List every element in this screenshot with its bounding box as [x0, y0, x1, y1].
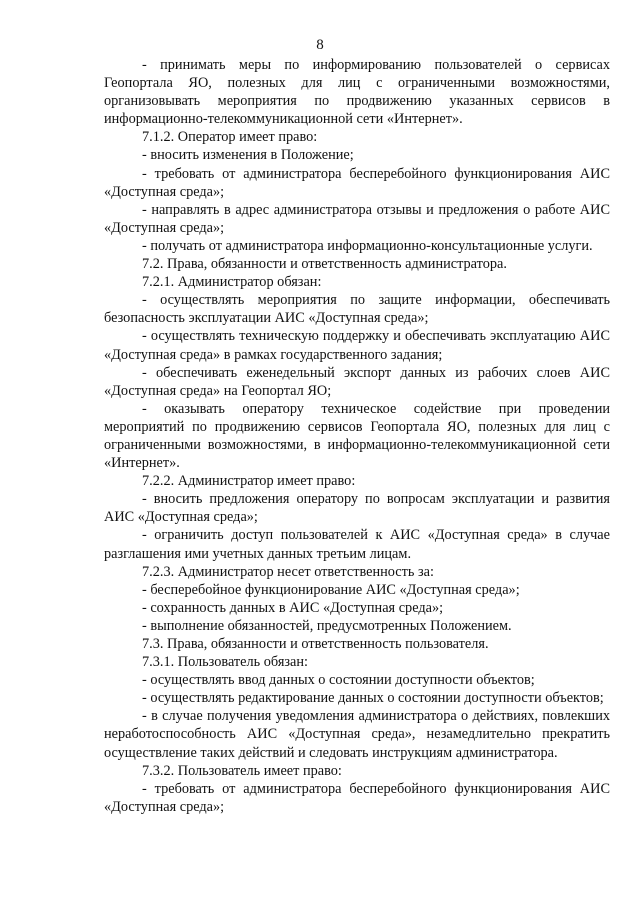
- paragraph: - вносить предложения оператору по вопросам эксплуатации и развития АИС «Доступная среда»;: [104, 491, 610, 526]
- paragraph: - осуществлять мероприятия по защите информации, обеспечивать безопасность эксплуатации АИС «Доступная среда»;: [104, 292, 610, 327]
- page-number: 8: [316, 37, 324, 53]
- paragraph: 7.2. Права, обязанности и ответственность администратора.: [142, 256, 507, 273]
- paragraph: 7.2.2. Администратор имеет право:: [142, 473, 356, 490]
- paragraph: - бесперебойное функционирование АИС «Доступная среда»;: [142, 581, 520, 598]
- paragraph: - получать от администратора информационно-консультационные услуги.: [142, 237, 593, 254]
- paragraph: - требовать от администратора бесперебойного функционирования АИС «Доступная среда»;: [104, 165, 610, 200]
- paragraph: 7.3. Права, обязанности и ответственность пользователя.: [142, 636, 489, 652]
- paragraph: - выполнение обязанностей, предусмотренных Положением.: [142, 617, 512, 634]
- paragraph: 7.2.3. Администратор несет ответственность за:: [142, 563, 434, 580]
- paragraph: 7.3.2. Пользователь имеет право:: [142, 762, 342, 779]
- paragraph: - принимать меры по информированию пользователей о сервисах Геопортала ЯО, полезных для лиц с ограниченными возможностями, организовывать мероприятия по продвижению указанных сервисов в информационно-телекоммуникационной сети «Интернет».: [104, 57, 610, 128]
- paragraph: - осуществлять техническую поддержку и обеспечивать эксплуатацию АИС «Доступная среда» в рамках государственного задания;: [104, 328, 610, 363]
- paragraph: 7.2.1. Администратор обязан:: [142, 274, 322, 291]
- paragraph: - обеспечивать еженедельный экспорт данных из рабочих слоев АИС «Доступная среда» на Геопортал ЯО;: [104, 364, 610, 399]
- paragraph: - направлять в адрес администратора отзывы и предложения о работе АИС «Доступная среда»;: [104, 201, 610, 236]
- paragraph: - оказывать оператору техническое содействие при проведении мероприятий по продвижению сервисов Геопортала ЯО, полезных для лиц с ограниченными возможностями, в информационно-телекоммуникационной сети «Интернет».: [104, 400, 610, 472]
- paragraph: - осуществлять редактирование данных о состоянии доступности объектов;: [142, 690, 604, 707]
- paragraph: - сохранность данных в АИС «Доступная среда»;: [142, 599, 444, 616]
- paragraph: - ограничить доступ пользователей к АИС «Доступная среда» в случае разглашения ими учетных данных третьим лицам.: [104, 527, 610, 562]
- paragraph: - в случае получения уведомления администратора о действиях, повлекших неработоспособность АИС «Доступная среда», незамедлительно прекратить осуществление таких действий и следовать инструкциям администратора.: [104, 708, 610, 761]
- document-body: [104, 56, 610, 816]
- paragraph: - требовать от администратора бесперебойного функционирования АИС «Доступная среда»;: [104, 780, 610, 815]
- paragraph: - вносить изменения в Положение;: [142, 147, 354, 164]
- paragraph: 7.1.2. Оператор имеет право:: [142, 129, 318, 146]
- paragraph: - осуществлять ввод данных о состоянии доступности объектов;: [142, 672, 535, 689]
- paragraph: 7.3.1. Пользователь обязан:: [142, 654, 309, 671]
